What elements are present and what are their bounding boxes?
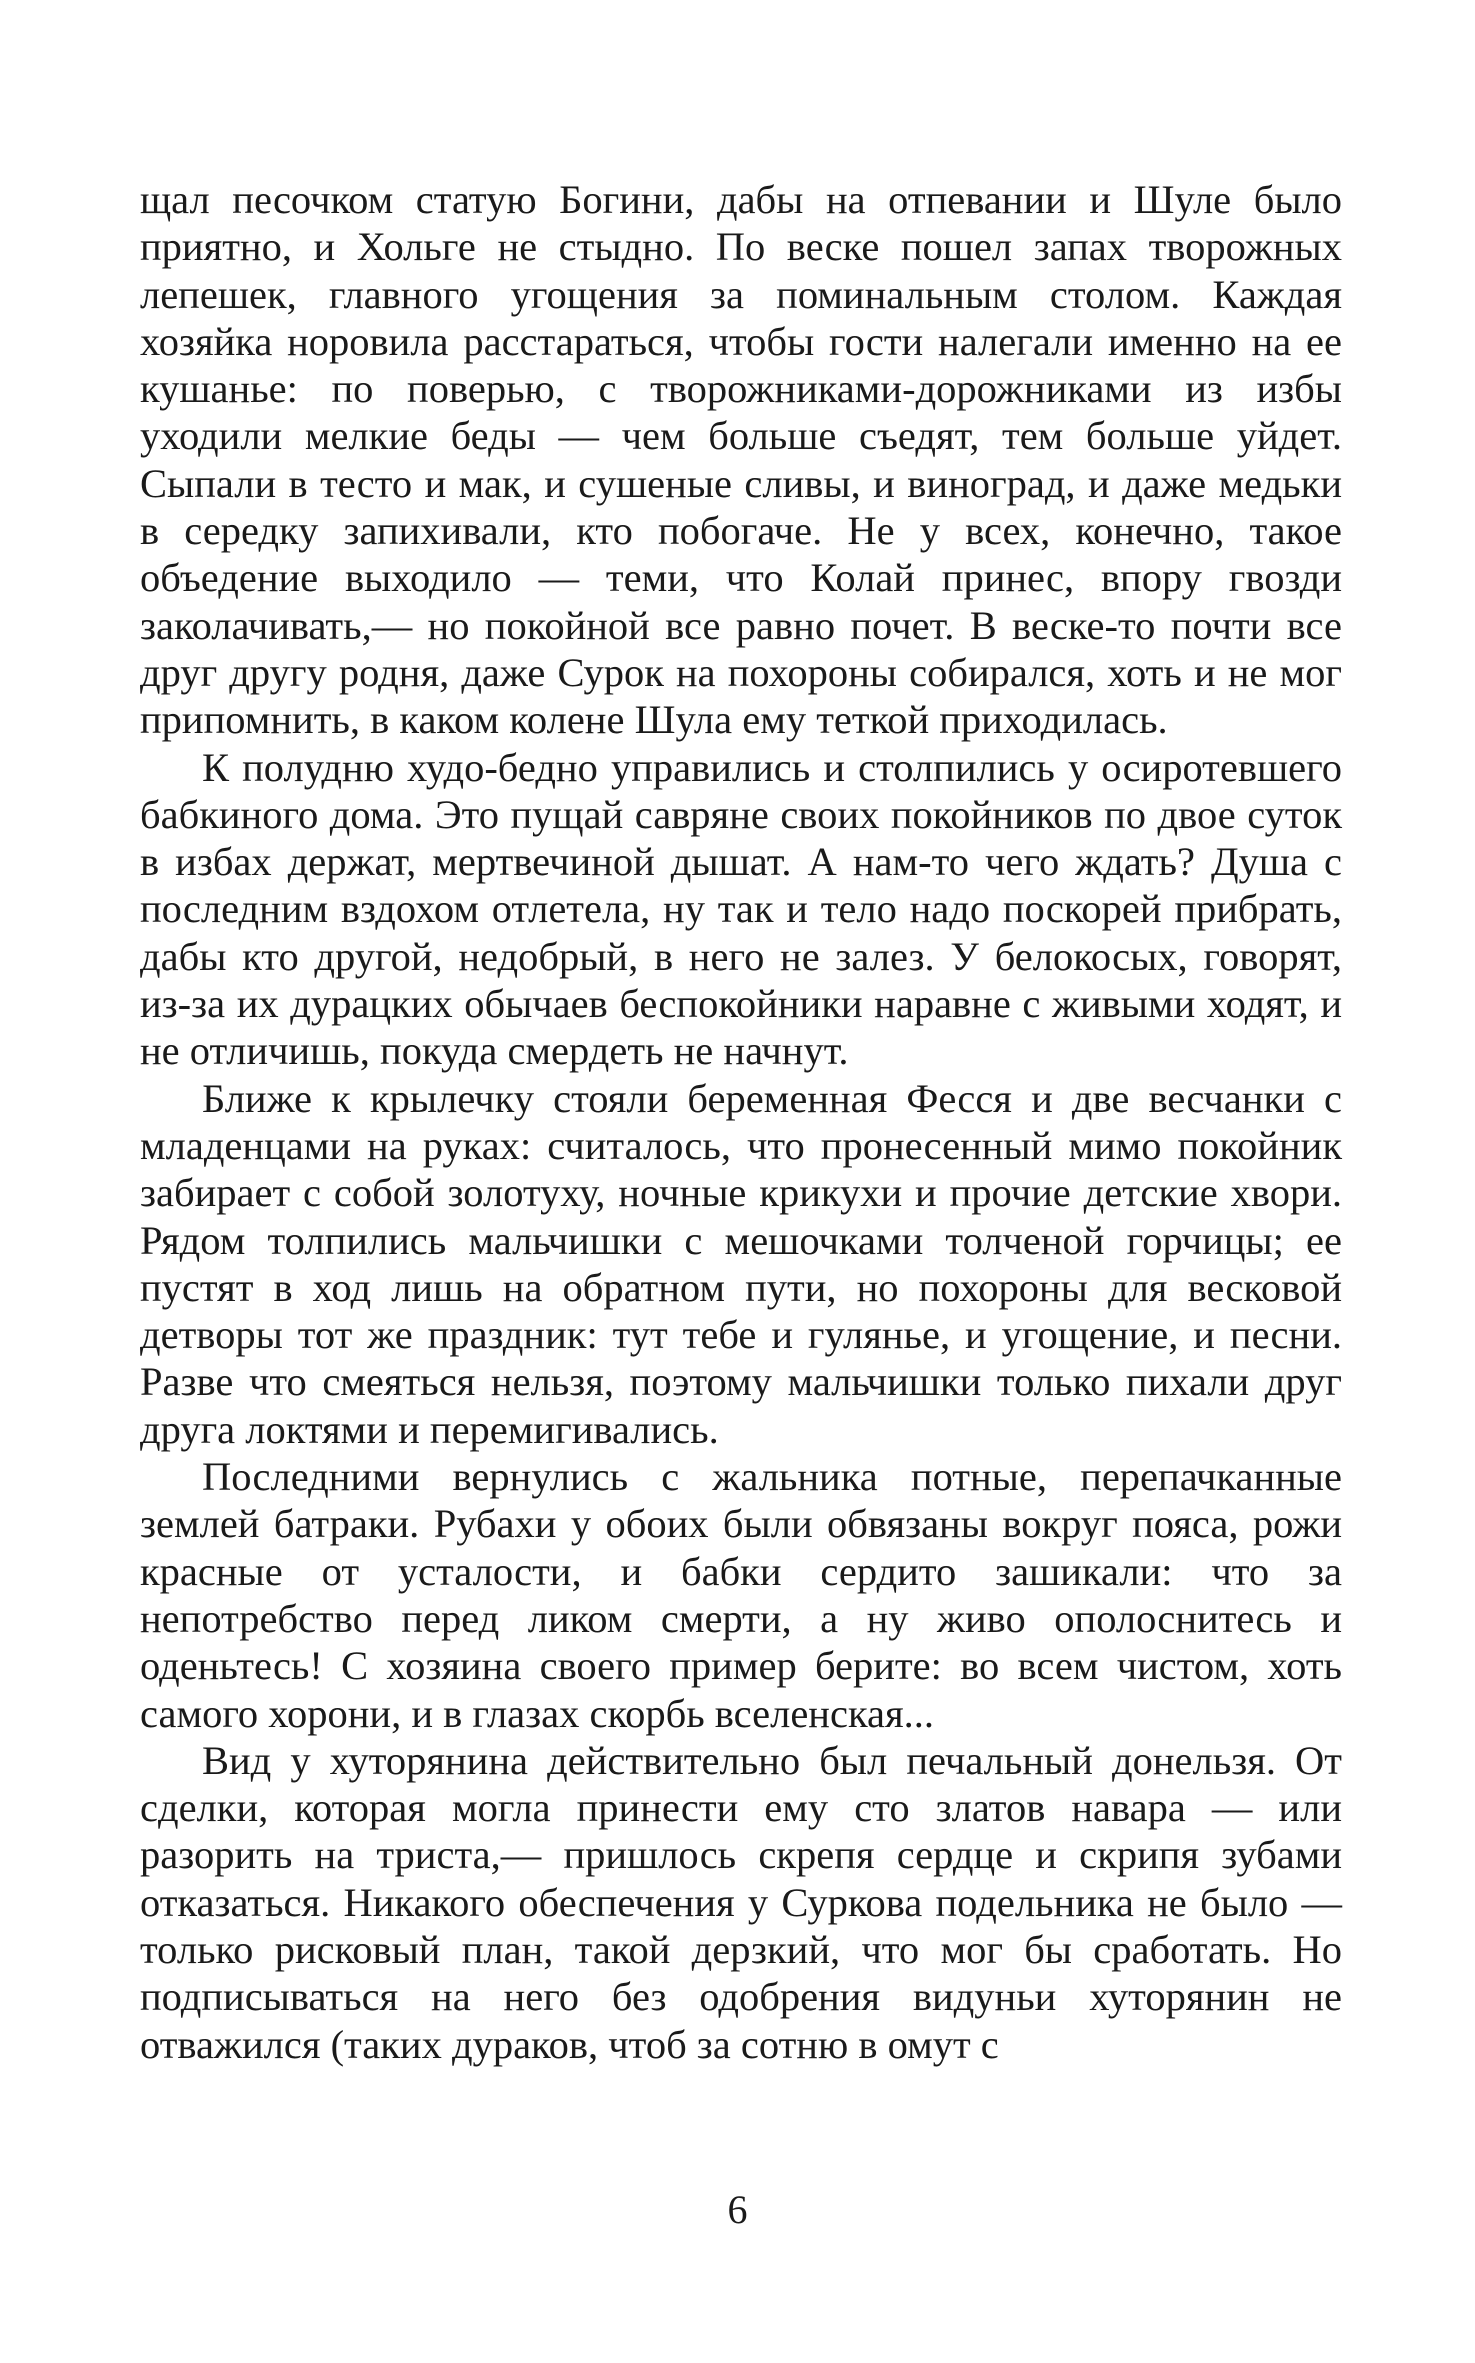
page-number: 6 [727, 2187, 748, 2232]
paragraph-1: щал песочком статую Богини, дабы на отпевании и Шуле было приятно, и Хольге не стыдно. По веске пошел запах творожных лепешек, главного угощения за поминальным столом. Каждая хозяйка норовила расстараться, чтобы гости налегали именно на ее кушанье: по поверью, с творожниками-дорожниками из избы уходили мелкие беды — чем больше съедят, тем больше уйдет. Сыпали в тесто и мак, и сушеные сливы, и виноград, и даже медьки в середку запихивали, кто побогаче. Не у всех, конечно, такое объедение выходило — теми, что Колай принес, впору гвозди заколачивать,— но покойной все равно почет. В веске-то почти все друг другу родня, даже Сурок на похороны собирался, хоть и не мог припомнить, в каком колене Шула ему теткой приходилась. [140, 177, 1342, 743]
paragraph-2: К полудню худо-бедно управились и столпились у осиротевшего бабкиного дома. Это пущай савряне своих покойников по двое суток в избах держат, мертвечиной дышат. А нам-то чего ждать? Душа с последним вздохом отлетела, ну так и тело надо поскорей прибрать, дабы кто другой, недобрый, в него не залез. У белокосых, говорят, из-за их дурацких обычаев беспокойники наравне с живыми ходят, и не отличишь, покуда смердеть не начнут. [140, 744, 1342, 1074]
paragraph-3: Ближе к крылечку стояли беременная Фесся и две весчанки с младенцами на руках: считалось, что пронесенный мимо покойник забирает с собой золотуху, ночные крикухи и прочие детские хвори. Рядом толпились мальчишки с мешочками толченой горчицы; ее пустят в ход лишь на обратном пути, но похороны для весковой детворы тот же праздник: тут тебе и гулянье, и угощение, и песни. Разве что смеяться нельзя, поэтому мальчишки только пихали друг друга локтями и перемигивались. [140, 1075, 1342, 1452]
page-text-block [140, 176, 1342, 2068]
paragraph-5: Вид у хуторянина действительно был печальный донельзя. От сделки, которая могла принести ему сто златов навара — или разорить на триста,— пришлось скрепя сердце и скрипя зубами отказаться. Никакого обеспечения у Суркова подельника не было — только рисковый план, такой дерзкий, что мог бы сработать. Но подписываться на него без одобрения видуньи хуторянин не отважился (таких дураков, чтоб за сотню в омут с [140, 1737, 1342, 2067]
paragraph-4: Последними вернулись с жальника потные, перепачканные землей батраки. Рубахи у обоих были обвязаны вокруг пояса, рожи красные от усталости, и бабки сердито зашикали: что за непотребство перед ликом смерти, а ну живо ополоснитесь и оденьтесь! С хозяина своего пример берите: во всем чистом, хоть самого хорони, и в глазах скорбь вселенская... [140, 1454, 1342, 1736]
